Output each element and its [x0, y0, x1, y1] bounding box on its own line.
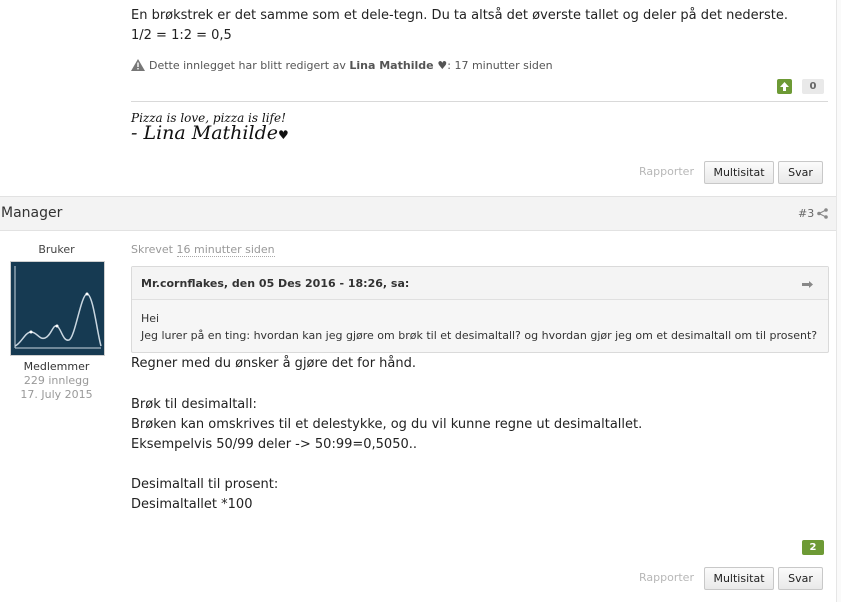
signature-line: Pizza is love, pizza is life! [131, 111, 286, 125]
user-title: Bruker [38, 243, 75, 256]
scrollbar[interactable] [836, 0, 841, 602]
quote-header [132, 267, 828, 300]
warning-icon [131, 59, 145, 71]
user-joined-date: 17. July 2015 [20, 388, 93, 401]
signature-name-text: - Lina Mathilde [131, 122, 278, 144]
edited-user-link[interactable]: Lina Mathilde ♥ [349, 59, 448, 72]
avatar-chart-image [11, 262, 104, 355]
view-quoted-post-icon[interactable] [801, 278, 814, 289]
multiquote-button[interactable]: Multisitat [704, 161, 774, 184]
post-body-line: Regner med du ønsker å gjøre det for hånd. [131, 356, 417, 371]
post-date [131, 243, 275, 256]
post-body-line: Desimaltallet *100 [131, 497, 253, 512]
reply-button[interactable]: Svar [778, 567, 823, 590]
post-body-line: Eksempelvis 50/99 deler -> 50:99=0,5050.. [131, 437, 418, 452]
post-number-link[interactable]: #3 [798, 207, 815, 220]
quote-citation: Mr.cornflakes, den 05 Des 2016 - 18:26, sa: [141, 277, 410, 290]
user-group: Medlemmer [23, 360, 90, 373]
post-body-line: 1/2 = 1:2 = 0,5 [131, 28, 232, 43]
post-date-prefix: Skrevet [131, 243, 173, 256]
signature-divider [131, 101, 828, 102]
multiquote-button[interactable]: Multisitat [704, 567, 774, 590]
vote-count: 0 [802, 79, 824, 94]
heart-icon: ♥ [277, 128, 289, 142]
edited-prefix: Dette innlegget har blitt redigert av [149, 59, 346, 72]
post-body-line: En brøkstrek er det samme som et dele-tegn. Du ta altså det øverste tallet og deler på det nederste. [131, 8, 789, 23]
edited-notice [131, 59, 553, 72]
post-body-line: Desimaltall til prosent: [131, 477, 279, 492]
share-icon[interactable] [817, 208, 828, 219]
arrow-up-icon [780, 82, 789, 91]
post-body-line: Brøken kan omskrives til et delestykke, og du vil kunne regne ut desimaltallet. [131, 417, 643, 432]
reply-button[interactable]: Svar [778, 161, 823, 184]
post-date-time: 16 minutter siden [176, 243, 275, 256]
post-author-name[interactable]: Manager [1, 205, 63, 221]
signature-name [131, 122, 289, 144]
report-link[interactable]: Rapporter [639, 165, 694, 178]
quote-text-line: Hei [141, 312, 160, 325]
quote-text-line: Jeg lurer på en ting: hvordan kan jeg gjøre om brøk til et desimaltall? og hvordan gjør jeg om et desimaltall om til prosent? [141, 329, 818, 342]
avatar[interactable] [10, 261, 105, 356]
user-post-count: 229 innlegg [23, 374, 90, 387]
upvote-button[interactable] [777, 79, 792, 94]
quote-block [131, 266, 829, 353]
vote-count: 2 [802, 540, 824, 555]
post-body-line: Brøk til desimaltall: [131, 397, 257, 412]
post-header [0, 196, 836, 231]
edited-time: : 17 minutter siden [447, 59, 553, 72]
report-link[interactable]: Rapporter [639, 571, 694, 584]
